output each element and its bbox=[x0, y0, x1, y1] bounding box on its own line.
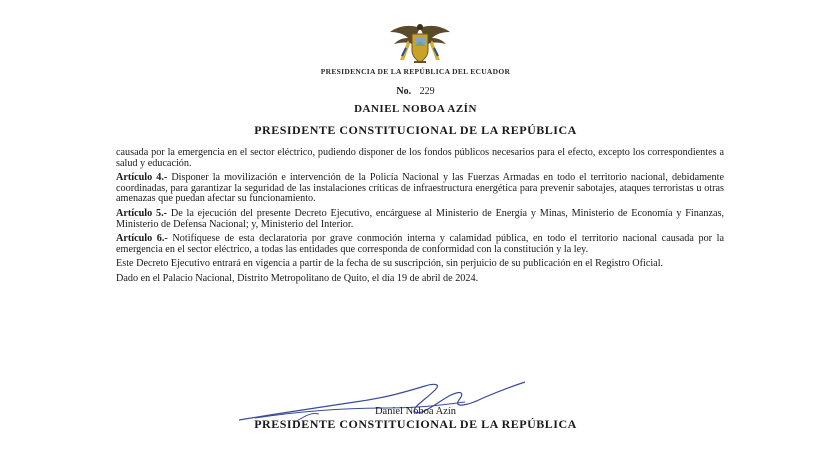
issuing-office: PRESIDENCIA DE LA REPÚBLICA DEL ECUADOR bbox=[320, 67, 511, 76]
article-paragraph bbox=[116, 173, 724, 205]
president-name: DANIEL NOBOA AZÍN bbox=[354, 103, 477, 115]
article-label: Artículo 6.- bbox=[116, 233, 168, 245]
article-label: Artículo 5.- bbox=[116, 207, 168, 219]
signer-title: PRESIDENTE CONSTITUCIONAL DE LA REPÚBLICA bbox=[254, 417, 577, 431]
signer-name: Daniel Noboa Azín bbox=[374, 406, 457, 417]
president-title: PRESIDENTE CONSTITUCIONAL DE LA REPÚBLICA bbox=[254, 123, 577, 137]
decree-body bbox=[116, 148, 724, 289]
decree-number bbox=[0, 86, 831, 97]
validity-paragraph: Este Decreto Ejecutivo entrará en vigencia a partir de la fecha de su suscripción, sin perjuicio de su publicación en el Registro Oficial. bbox=[116, 258, 664, 270]
article-text: Notifíquese de esta declaratoria por grave conmoción interna y calamidad pública, en todo el territorio nacional causada por la emergencia en el sector eléctrico, a todas las entidades que corresponda de conformidad con la constitución y la ley. bbox=[116, 233, 725, 255]
article-paragraph bbox=[116, 209, 724, 230]
article-paragraph bbox=[116, 234, 724, 255]
decree-number-label: No. bbox=[396, 86, 412, 97]
given-at-paragraph: Dado en el Palacio Nacional, Distrito Metropolitano de Quito, el día 19 de abril de 2024. bbox=[116, 272, 479, 284]
article-text: De la ejecución del presente Decreto Ejecutivo, encárguese al Ministerio de Energía y Minas, Ministerio de Economía y Finanzas, Ministerio de Defensa Nacional; y, Ministerio del Interior. bbox=[116, 207, 724, 230]
article-text: Disponer la movilización e intervención de la Policía Nacional y las Fuerzas Armadas en todo el territorio nacional, debidamente coordinadas, para garantizar la seguridad de las instalaciones críticas de infraestructura energética para prevenir sabotajes, ataques terroristas u otras amenazas que puedan afectar su funcionamiento. bbox=[116, 172, 724, 205]
intro-paragraph: causada por la emergencia en el sector eléctrico, pudiendo disponer de los fondos públicos necesarios para el efecto, excepto los correspondientes a salud y educación. bbox=[116, 147, 724, 169]
coat-of-arms-icon bbox=[388, 22, 452, 66]
decree-number-value: 229 bbox=[419, 86, 435, 97]
article-label: Artículo 4.- bbox=[116, 172, 168, 184]
